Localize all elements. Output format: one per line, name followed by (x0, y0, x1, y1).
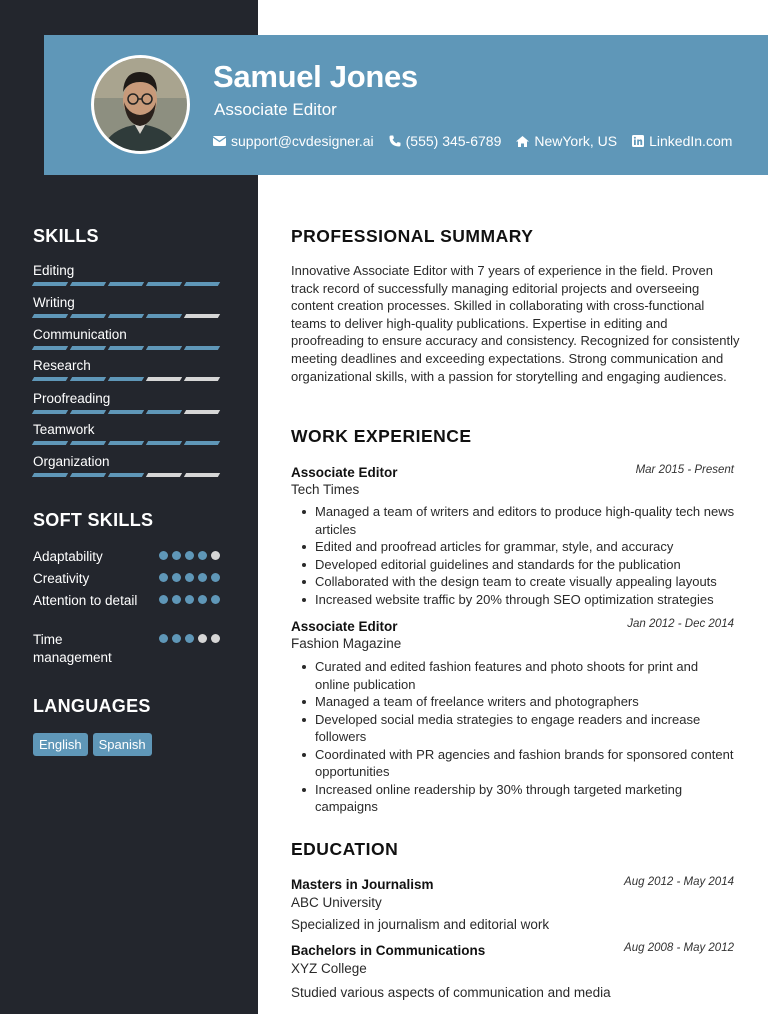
profile-photo (94, 58, 187, 151)
language-badge: English (33, 733, 88, 756)
soft-skill-rating (159, 634, 224, 643)
skill-level-segment (146, 473, 182, 477)
skill-level-segment (184, 377, 220, 381)
summary-heading: PROFESSIONAL SUMMARY (291, 226, 534, 246)
skill-level-segment (108, 410, 144, 414)
contact-location-text: NewYork, US (534, 133, 618, 149)
language-list (33, 733, 157, 756)
soft-skill-rating (159, 573, 224, 582)
contact-location (516, 133, 617, 149)
skill-level-segment (184, 314, 220, 318)
edu-school: ABC University (291, 895, 382, 910)
soft-skill-item (33, 631, 223, 667)
education-heading: EDUCATION (291, 839, 399, 859)
skill-level-segment (32, 314, 68, 318)
skill-level-segment (70, 473, 106, 477)
skill-label: Teamwork (33, 422, 95, 437)
contact-email-text: support@cvdesigner.ai (231, 133, 374, 149)
skill-level-segment (108, 377, 144, 381)
edu-dates: Aug 2008 - May 2012 (624, 942, 734, 954)
job-bullet: Increased online readership by 30% through targeted marketing campaigns (315, 781, 735, 816)
rating-dot (198, 634, 207, 643)
skill-level-segment (70, 377, 106, 381)
summary-text: Innovative Associate Editor with 7 years of experience in the field. Proven track record of successfully managing editorial projects and overseeing content creation processes. Skilled in collaborating with cross-functional teams to deliver high-quality publications. Expertise in editing and proofreading to ensure accuracy and consistency. Recognized for consistently meeting deadlines and exceeding expectations. Strong communication and organizational skills, with a passion for storytelling and engaging audiences. (291, 263, 740, 384)
job-dates: Mar 2015 - Present (635, 464, 734, 476)
candidate-name: Samuel Jones (213, 59, 418, 94)
skill-level-segment (32, 346, 68, 350)
skill-level-segment (184, 346, 220, 350)
skill-level-segment (184, 410, 220, 414)
rating-dot (198, 551, 207, 560)
skill-item (33, 391, 223, 408)
rating-dot (185, 573, 194, 582)
skill-level-segment (32, 410, 68, 414)
job-bullet: Managed a team of freelance writers and photographers (315, 693, 735, 711)
job-bullet: Developed editorial guidelines and standards for the publication (315, 556, 735, 574)
skill-level-segment (146, 282, 182, 286)
skill-label: Proofreading (33, 391, 111, 406)
job-bullet: Developed social media strategies to engage readers and increase followers (315, 711, 735, 746)
soft-skill-rating (159, 595, 224, 604)
skill-level-segment (70, 441, 106, 445)
skill-level-segment (108, 282, 144, 286)
skill-level-segment (184, 282, 220, 286)
rating-dot (185, 551, 194, 560)
job-bullet: Increased website traffic by 20% through SEO optimization strategies (315, 591, 735, 609)
skill-level-bar (33, 441, 223, 445)
edu-description: Studied various aspects of communication and media (291, 985, 611, 1000)
skill-level-bar (33, 314, 223, 318)
rating-dot (211, 551, 220, 560)
edu-description: Specialized in journalism and editorial work (291, 917, 550, 932)
skill-level-segment (108, 346, 144, 350)
avatar (91, 55, 190, 154)
job-bullets (315, 503, 735, 608)
rating-dot (159, 551, 168, 560)
rating-dot (211, 595, 220, 604)
skill-level-segment (32, 377, 68, 381)
skill-label: Research (33, 358, 91, 373)
skills-heading: SKILLS (33, 226, 99, 246)
soft-skill-item (33, 570, 223, 588)
skill-label: Writing (33, 295, 75, 310)
skill-level-segment (32, 473, 68, 477)
rating-dot (185, 634, 194, 643)
rating-dot (211, 573, 220, 582)
skill-item (33, 454, 223, 471)
experience-heading: WORK EXPERIENCE (291, 426, 472, 446)
skill-item (33, 295, 223, 312)
language-badge: Spanish (93, 733, 152, 756)
skill-level-segment (108, 441, 144, 445)
skill-level-segment (146, 377, 182, 381)
job-bullets (315, 658, 735, 816)
phone-icon (389, 135, 401, 147)
skill-level-segment (108, 473, 144, 477)
candidate-title: Associate Editor (214, 100, 337, 119)
job-company: Tech Times (291, 482, 360, 497)
envelope-icon (213, 136, 226, 146)
contact-phone-text: (555) 345-6789 (405, 133, 502, 149)
contact-linkedin-text: LinkedIn.com (649, 133, 733, 149)
skill-level-bar (33, 346, 223, 350)
skill-level-segment (32, 282, 68, 286)
soft-skills-heading: SOFT SKILLS (33, 510, 154, 530)
skill-level-segment (146, 314, 182, 318)
contact-list (213, 133, 747, 149)
languages-heading: LANGUAGES (33, 696, 151, 716)
skill-item (33, 422, 223, 439)
soft-skill-label: Time management (33, 632, 112, 665)
job-bullet: Curated and edited fashion features and photo shoots for print and online publication (315, 658, 735, 693)
rating-dot (211, 634, 220, 643)
soft-skill-rating (159, 551, 224, 560)
skill-level-segment (70, 314, 106, 318)
skill-level-bar (33, 282, 223, 286)
job-bullet: Edited and proofread articles for grammar, style, and accuracy (315, 538, 735, 556)
contact-linkedin[interactable] (632, 133, 732, 149)
contact-phone[interactable] (389, 133, 502, 149)
skill-level-segment (70, 410, 106, 414)
home-icon (516, 136, 529, 147)
rating-dot (172, 634, 181, 643)
skill-level-bar (33, 473, 223, 477)
job-company: Fashion Magazine (291, 636, 402, 651)
edu-dates: Aug 2012 - May 2014 (624, 876, 734, 888)
skill-level-segment (146, 441, 182, 445)
rating-dot (159, 634, 168, 643)
soft-skill-item (33, 548, 223, 566)
job-title: Associate Editor (291, 465, 398, 480)
skill-item (33, 358, 223, 375)
rating-dot (172, 551, 181, 560)
job-dates: Jan 2012 - Dec 2014 (627, 618, 734, 630)
soft-skill-label: Attention to detail (33, 593, 138, 608)
skill-level-bar (33, 410, 223, 414)
soft-skill-label: Creativity (33, 571, 90, 586)
skill-level-segment (32, 441, 68, 445)
skill-item (33, 263, 223, 280)
linkedin-icon (632, 135, 644, 147)
soft-skill-label: Adaptability (33, 549, 103, 564)
job-title: Associate Editor (291, 619, 398, 634)
rating-dot (198, 573, 207, 582)
rating-dot (159, 595, 168, 604)
skill-item (33, 327, 223, 344)
job-bullet: Coordinated with PR agencies and fashion brands for sponsored content opportunities (315, 746, 734, 779)
rating-dot (172, 573, 181, 582)
skill-level-segment (184, 473, 220, 477)
skill-level-segment (108, 314, 144, 318)
job-bullet: Managed a team of writers and editors to produce high-quality tech news articles (315, 504, 735, 537)
skill-label: Organization (33, 454, 110, 469)
skill-level-segment (184, 441, 220, 445)
contact-email[interactable] (213, 133, 374, 149)
skill-label: Communication (33, 327, 127, 342)
skill-level-segment (70, 346, 106, 350)
skill-level-segment (70, 282, 106, 286)
rating-dot (185, 595, 194, 604)
skill-level-segment (146, 346, 182, 350)
job-bullet: Collaborated with the design team to create visually appealing layouts (315, 573, 735, 591)
edu-degree: Masters in Journalism (291, 877, 434, 892)
rating-dot (198, 595, 207, 604)
rating-dot (159, 573, 168, 582)
skill-level-segment (146, 410, 182, 414)
soft-skill-item (33, 592, 223, 610)
edu-school: XYZ College (291, 961, 367, 976)
rating-dot (172, 595, 181, 604)
skill-label: Editing (33, 263, 75, 278)
skill-level-bar (33, 377, 223, 381)
edu-degree: Bachelors in Communications (291, 943, 486, 958)
